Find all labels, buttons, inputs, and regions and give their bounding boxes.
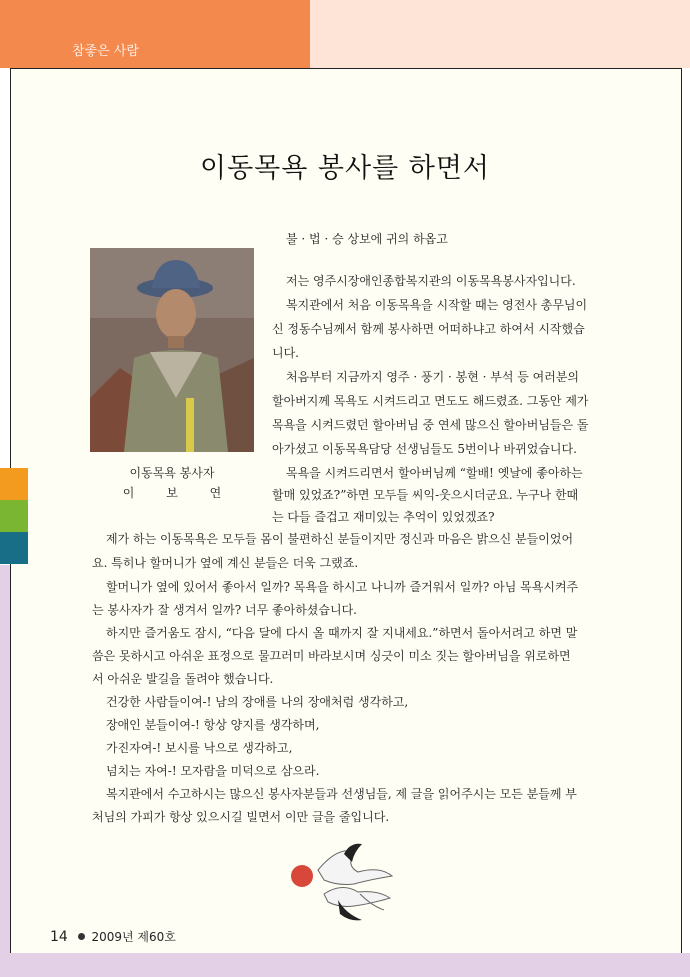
page-footer: [50, 928, 176, 945]
body-line: 장애인 분들이여-! 항상 양지를 생각하며,: [106, 718, 320, 732]
body-line: 목욕을 시켜드리면서 할아버님께 “할배! 옛날에 좋아하는: [286, 466, 583, 480]
body-line: 아가셨고 이동목욕담당 선생님들도 5번이나 바뀌었습니다.: [272, 442, 577, 456]
article-title: 이동목욕 봉사를 하면서: [200, 153, 490, 184]
body-line: 할아버지께 목욕도 시켜드리고 면도도 해드렸죠. 그동안 제가: [272, 394, 589, 408]
body-line: 목욕을 시켜드렸던 할아버님 중 연세 많으신 할아버님들은 돌: [272, 418, 589, 432]
body-line: 처님의 가피가 항상 있으시길 빌면서 이만 글을 줄입니다.: [92, 810, 390, 824]
body-line: 넘치는 자여-! 모자람을 미덕으로 삼으라.: [106, 764, 320, 778]
body-line: 복지관에서 처음 이동목욕을 시작할 때는 영전사 총무님이: [286, 298, 588, 312]
bullet-dot-icon: [78, 933, 85, 940]
page-number: 14: [50, 929, 68, 945]
body-line: 신 정동수님께서 함께 봉사하면 어떠하냐고 하여서 시작했습: [272, 322, 585, 336]
side-tab-green: [0, 500, 28, 532]
body-line: 할머니가 옆에 있어서 좋아서 일까? 목욕을 하시고 나니까 즐거워서 일까? 아님 목욕시켜주: [106, 580, 579, 594]
side-tab-teal: [0, 532, 28, 564]
photo-caption-role: 이동목욕 봉사자: [129, 466, 215, 480]
body-line: 씀은 못하시고 아쉬운 표정으로 물끄러미 바라보시며 싱긋이 미소 짓는 할아버님을 위로하면: [92, 649, 571, 663]
body-line: 니다.: [272, 346, 299, 360]
body-line: 서 아쉬운 발길을 돌려야 했습니다.: [92, 672, 274, 686]
section-label: 참좋은 사람: [72, 44, 139, 59]
side-tab-orange: [0, 468, 28, 500]
body-line: 건강한 사람들이여-! 남의 장애를 나의 장애처럼 생각하고,: [106, 695, 409, 709]
body-line: 하지만 즐거움도 잠시, “다음 달에 다시 올 때까지 잘 지내세요.”하면서 돌아서려고 하면 말: [106, 626, 578, 640]
crane-illustration: [288, 840, 398, 930]
issue-label: 2009년 제60호: [91, 930, 176, 944]
body-line: 처음부터 지금까지 영주 · 풍기 · 봉현 · 부석 등 여러분의: [286, 370, 580, 384]
body-line: 가진자여-! 보시를 낙으로 생각하고,: [106, 741, 293, 755]
header-band: [310, 0, 690, 68]
body-line: 제가 하는 이동목욕은 모두들 몸이 불편하신 분들이지만 정신과 마음은 밝으신 분들이었어: [106, 532, 574, 546]
body-line: 불 · 법 · 승 상보에 귀의 하옵고: [286, 232, 448, 246]
body-line: 저는 영주시장애인종합복지관의 이동목욕봉사자입니다.: [286, 274, 576, 288]
photo-caption-name: 이 보 연: [122, 486, 236, 500]
left-border-strip: [0, 565, 10, 955]
bottom-border-strip: [0, 953, 690, 977]
header-bar: [0, 0, 310, 68]
body-line: 복지관에서 수고하시는 많으신 봉사자분들과 선생님들, 제 글을 읽어주시는 모든 분들께 부: [106, 787, 577, 801]
body-line: 요. 특히나 할머니가 옆에 계신 분들은 더욱 그랬죠.: [92, 556, 359, 570]
body-line: 할매 있었죠?”하면 모두들 씨익-웃으시더군요. 누구나 한때: [272, 488, 579, 502]
body-line: 는 봉사자가 잘 생겨서 일까? 너무 좋아하셨습니다.: [92, 603, 357, 617]
portrait-photo: [90, 248, 254, 452]
body-line: 는 다들 즐겁고 재미있는 추억이 있었겠죠?: [272, 510, 495, 524]
